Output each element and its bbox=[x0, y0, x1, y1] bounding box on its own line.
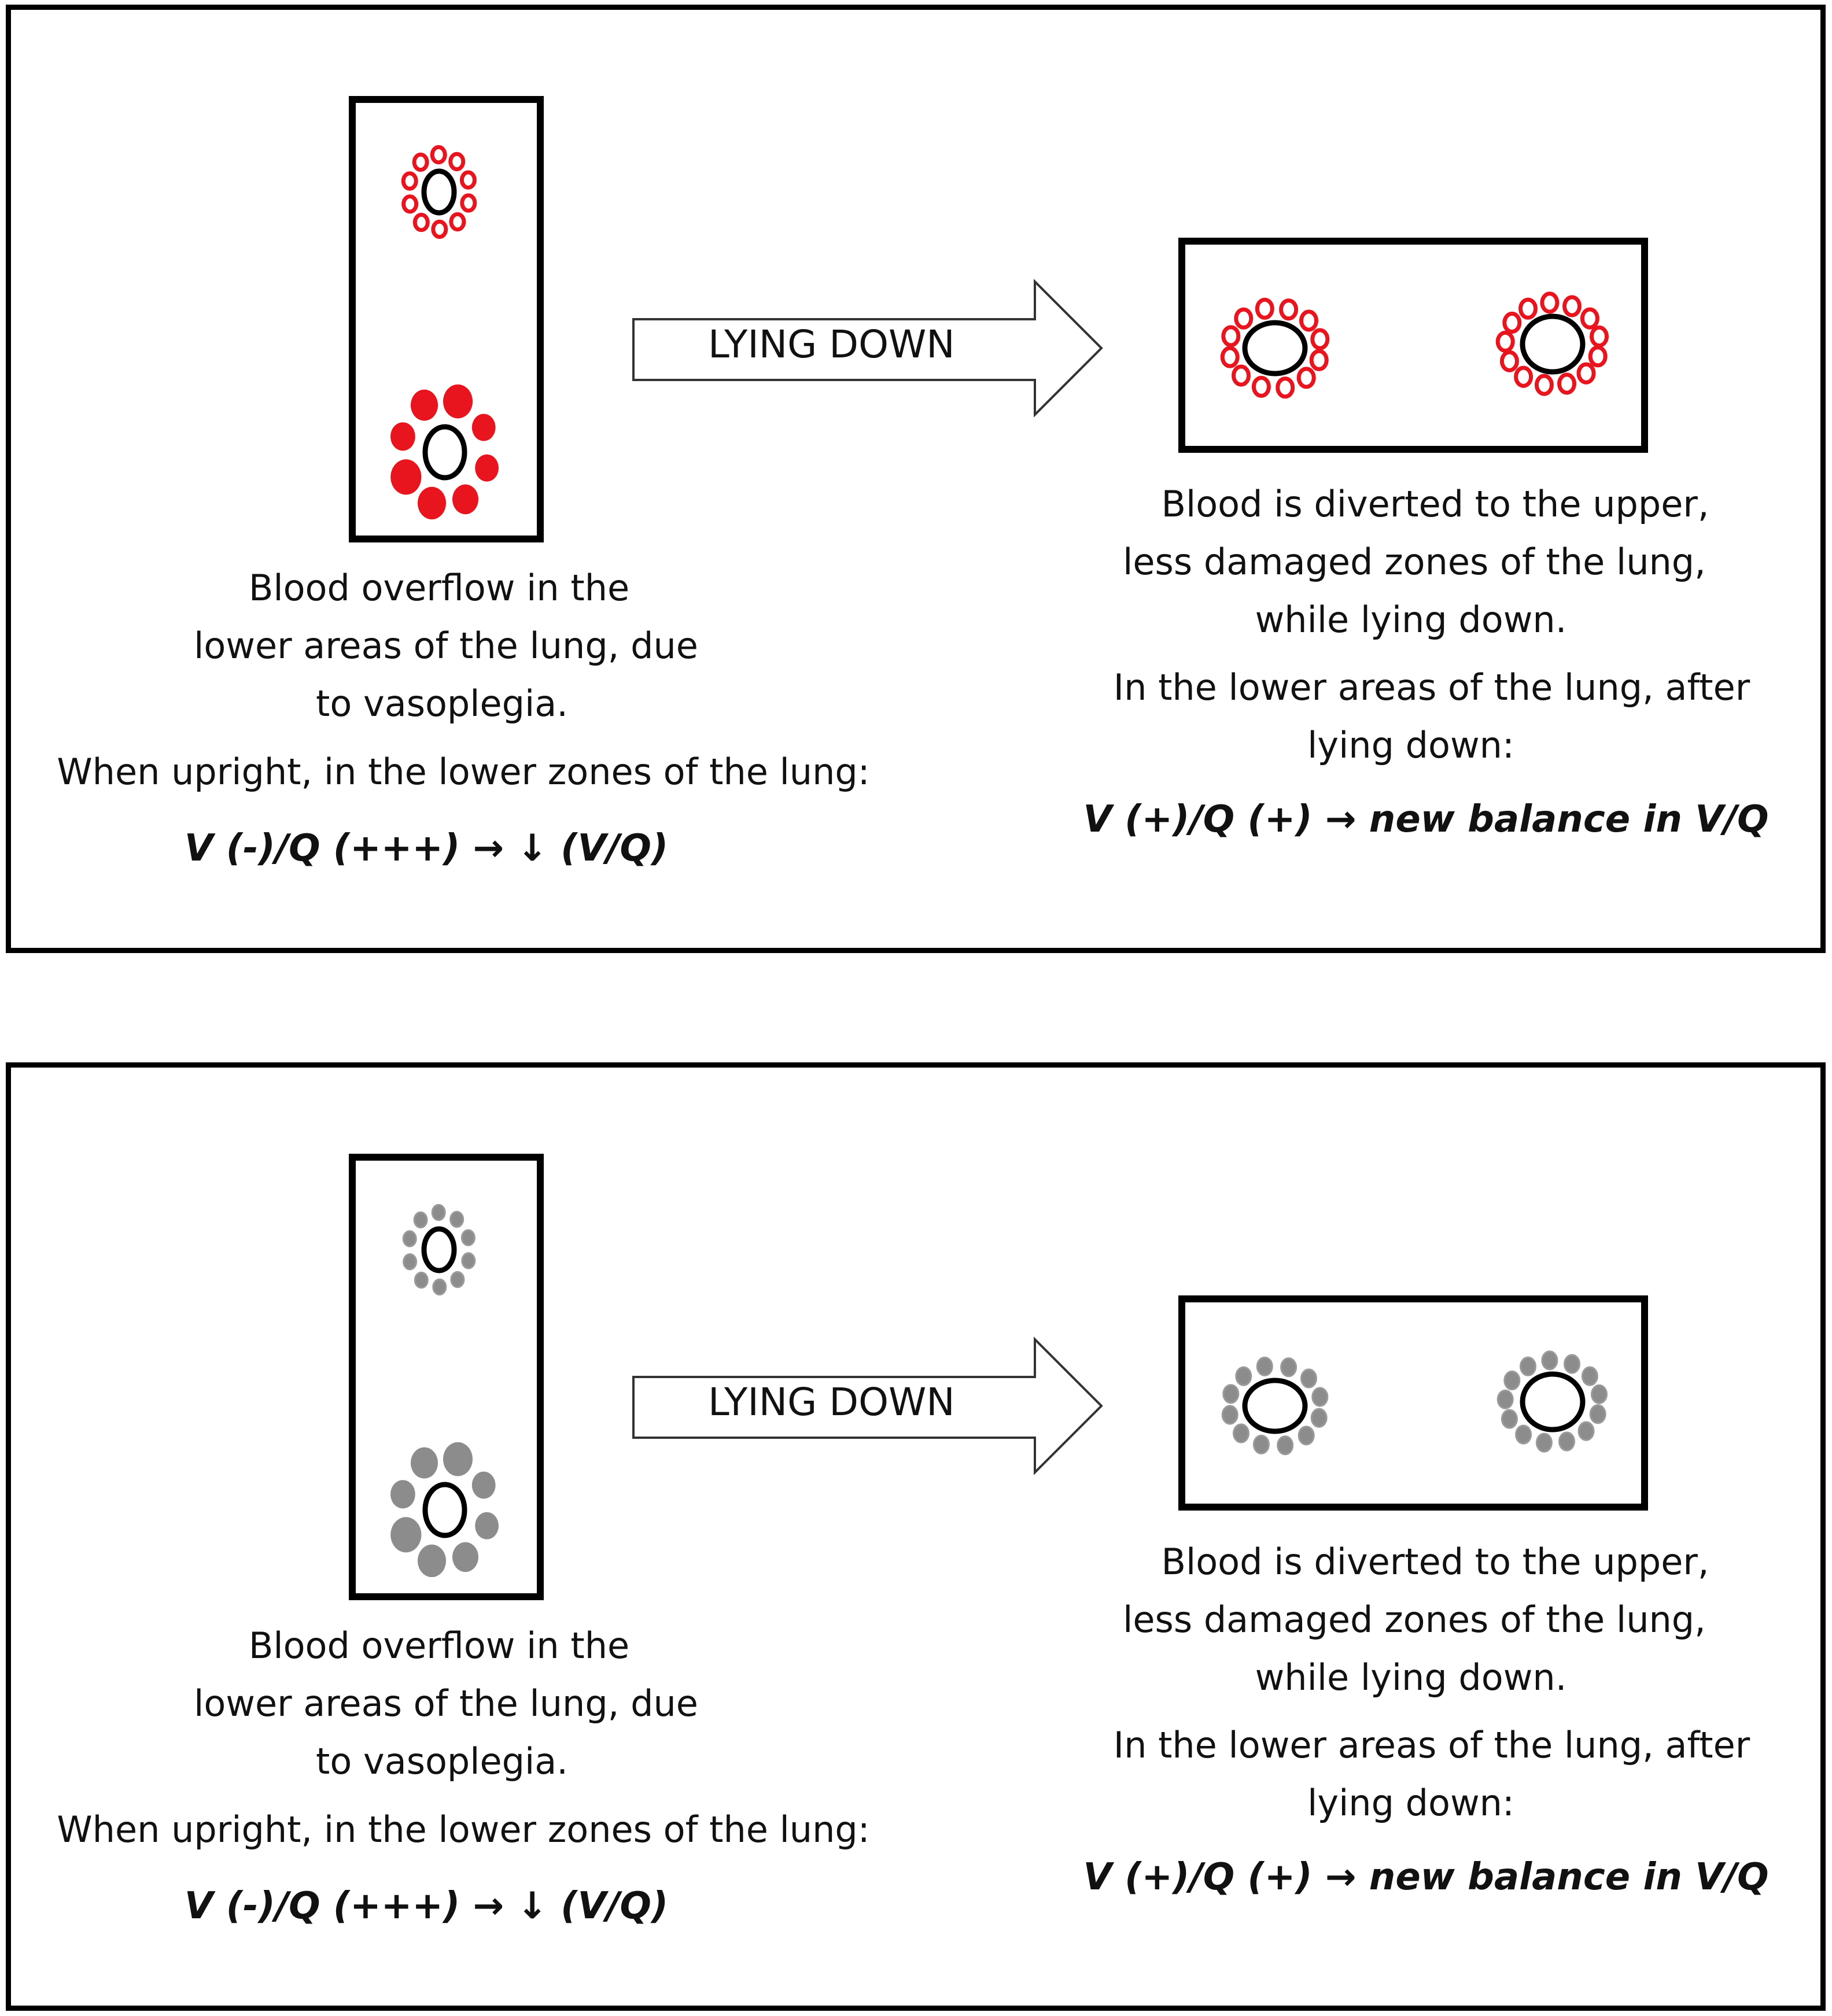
blood-cell bbox=[1222, 348, 1237, 366]
blood-cell bbox=[472, 414, 496, 441]
blood-cell bbox=[1590, 1405, 1605, 1423]
blood-cell bbox=[432, 147, 445, 162]
blood-cell bbox=[390, 459, 421, 494]
blood-cell bbox=[1592, 327, 1607, 345]
blood-cell bbox=[411, 390, 438, 421]
right-caption-line: lying down: bbox=[1307, 1782, 1514, 1824]
blood-cell bbox=[433, 221, 446, 237]
blood-cell bbox=[1257, 1357, 1272, 1375]
arrow-label: LYING DOWN bbox=[708, 1380, 955, 1424]
blood-cell bbox=[1299, 369, 1314, 387]
right-caption-line: while lying down. bbox=[1255, 1656, 1567, 1699]
left-caption-line: When upright, in the lower zones of the lung: bbox=[57, 1808, 870, 1851]
alveolus-air-sac bbox=[425, 1485, 465, 1535]
blood-cell bbox=[1505, 313, 1520, 331]
alveolus-air-sac bbox=[1523, 316, 1583, 372]
blood-cell bbox=[462, 172, 474, 187]
left-caption-line: Blood overflow in the bbox=[248, 1624, 630, 1667]
blood-cell bbox=[1502, 352, 1517, 370]
blood-cell bbox=[414, 1212, 427, 1227]
blood-cell bbox=[451, 214, 464, 229]
blood-cell bbox=[390, 422, 415, 451]
alveolus-air-sac bbox=[1245, 1380, 1305, 1431]
blood-cell bbox=[451, 154, 463, 169]
blood-cell bbox=[475, 1512, 499, 1539]
blood-cell bbox=[418, 1545, 446, 1577]
blood-cell bbox=[1560, 1432, 1575, 1450]
blood-cell bbox=[418, 487, 446, 519]
blood-cell bbox=[404, 1254, 416, 1269]
right-caption-line: In the lower areas of the lung, after bbox=[1113, 1724, 1750, 1766]
right-caption-line: less damaged zones of the lung, bbox=[1123, 1598, 1706, 1641]
blood-cell bbox=[475, 455, 499, 482]
blood-cell bbox=[452, 1542, 478, 1572]
right-caption-line: In the lower areas of the lung, after bbox=[1113, 666, 1750, 708]
blood-cell bbox=[443, 385, 473, 419]
blood-cell bbox=[1236, 309, 1251, 327]
blood-cell bbox=[462, 1253, 475, 1268]
blood-cell bbox=[414, 154, 427, 169]
left-caption-line: lower areas of the lung, due bbox=[194, 1682, 698, 1725]
left-caption-line: When upright, in the lower zones of the lung: bbox=[57, 751, 870, 793]
blood-cell bbox=[1498, 333, 1513, 350]
blood-cell bbox=[1281, 301, 1296, 319]
left-caption-line: lower areas of the lung, due bbox=[194, 625, 698, 667]
blood-cell bbox=[1254, 1435, 1269, 1453]
blood-cell bbox=[415, 1272, 427, 1287]
blood-cell bbox=[1281, 1358, 1296, 1376]
left-caption-line: Blood overflow in the bbox=[248, 567, 630, 609]
blood-cell bbox=[1311, 1409, 1326, 1427]
diagram-panel-red bbox=[6, 5, 1826, 953]
blood-cell bbox=[1299, 1427, 1314, 1445]
alveolus-air-sac bbox=[425, 427, 465, 478]
blood-cell bbox=[403, 1231, 416, 1246]
blood-cell bbox=[1516, 1426, 1531, 1443]
blood-cell bbox=[1502, 1410, 1517, 1428]
left-caption-line: to vasoplegia. bbox=[316, 1740, 568, 1782]
blood-cell bbox=[452, 485, 478, 515]
blood-cell bbox=[1579, 1422, 1594, 1440]
blood-cell bbox=[1542, 294, 1557, 312]
blood-cell bbox=[1254, 378, 1269, 396]
blood-cell bbox=[1278, 1437, 1293, 1454]
blood-cell bbox=[1592, 1385, 1607, 1403]
blood-cell bbox=[1521, 300, 1536, 317]
blood-cell bbox=[1579, 364, 1594, 382]
blood-cell bbox=[1234, 367, 1249, 385]
blood-cell bbox=[1236, 1367, 1251, 1385]
blood-cell bbox=[1516, 368, 1531, 386]
blood-cell bbox=[390, 1480, 415, 1508]
blood-cell bbox=[1223, 1385, 1238, 1403]
blood-cell bbox=[1278, 379, 1293, 397]
blood-cell bbox=[403, 173, 416, 189]
left-caption-line: to vasoplegia. bbox=[316, 682, 568, 725]
blood-cell bbox=[451, 1272, 464, 1287]
blood-cell bbox=[1536, 376, 1551, 394]
blood-cell bbox=[1505, 1371, 1520, 1389]
blood-cell bbox=[1313, 330, 1328, 348]
blood-cell bbox=[1498, 1390, 1513, 1408]
blood-cell bbox=[462, 195, 475, 211]
right-caption-line: while lying down. bbox=[1255, 599, 1567, 641]
right-caption-line: Blood is diverted to the upper, bbox=[1161, 483, 1709, 525]
right-formula: V (+)/Q (+) → new balance in V/Q bbox=[1083, 1856, 1769, 1899]
blood-cell bbox=[1311, 351, 1326, 369]
right-caption-line: Blood is diverted to the upper, bbox=[1161, 1541, 1709, 1583]
arrow-label: LYING DOWN bbox=[708, 322, 955, 367]
blood-cell bbox=[432, 1205, 445, 1220]
blood-cell bbox=[390, 1517, 421, 1552]
blood-cell bbox=[404, 197, 416, 212]
alveolus-air-sac bbox=[424, 171, 454, 213]
blood-cell bbox=[1302, 1369, 1317, 1387]
blood-cell bbox=[411, 1448, 438, 1479]
blood-cell bbox=[1565, 297, 1580, 315]
blood-cell bbox=[433, 1279, 446, 1294]
blood-cell bbox=[443, 1442, 473, 1476]
blood-cell bbox=[1536, 1434, 1551, 1452]
right-formula: V (+)/Q (+) → new balance in V/Q bbox=[1083, 798, 1769, 841]
blood-cell bbox=[1222, 1406, 1237, 1424]
blood-cell bbox=[1582, 1367, 1597, 1385]
diagram-panel-gray bbox=[6, 1062, 1826, 2011]
blood-cell bbox=[1565, 1355, 1580, 1373]
blood-cell bbox=[1302, 312, 1317, 330]
blood-cell bbox=[1582, 309, 1597, 327]
left-formula: V (-)/Q (+++) → ↓ (V/Q) bbox=[184, 827, 669, 870]
alveolus-air-sac bbox=[424, 1229, 454, 1271]
blood-cell bbox=[1234, 1424, 1249, 1442]
blood-cell bbox=[462, 1230, 474, 1245]
blood-cell bbox=[1313, 1388, 1328, 1406]
right-caption-line: less damaged zones of the lung, bbox=[1123, 541, 1706, 583]
blood-cell bbox=[472, 1472, 496, 1499]
blood-cell bbox=[1521, 1357, 1536, 1375]
blood-cell bbox=[1223, 327, 1238, 345]
blood-cell bbox=[1542, 1352, 1557, 1369]
blood-cell bbox=[1257, 300, 1272, 317]
right-caption-line: lying down: bbox=[1307, 724, 1514, 766]
left-formula: V (-)/Q (+++) → ↓ (V/Q) bbox=[184, 1885, 669, 1928]
blood-cell bbox=[451, 1212, 463, 1227]
blood-cell bbox=[1590, 348, 1605, 365]
alveolus-air-sac bbox=[1523, 1374, 1583, 1430]
alveolus-air-sac bbox=[1245, 323, 1305, 374]
blood-cell bbox=[1560, 375, 1575, 393]
blood-cell bbox=[415, 215, 427, 230]
